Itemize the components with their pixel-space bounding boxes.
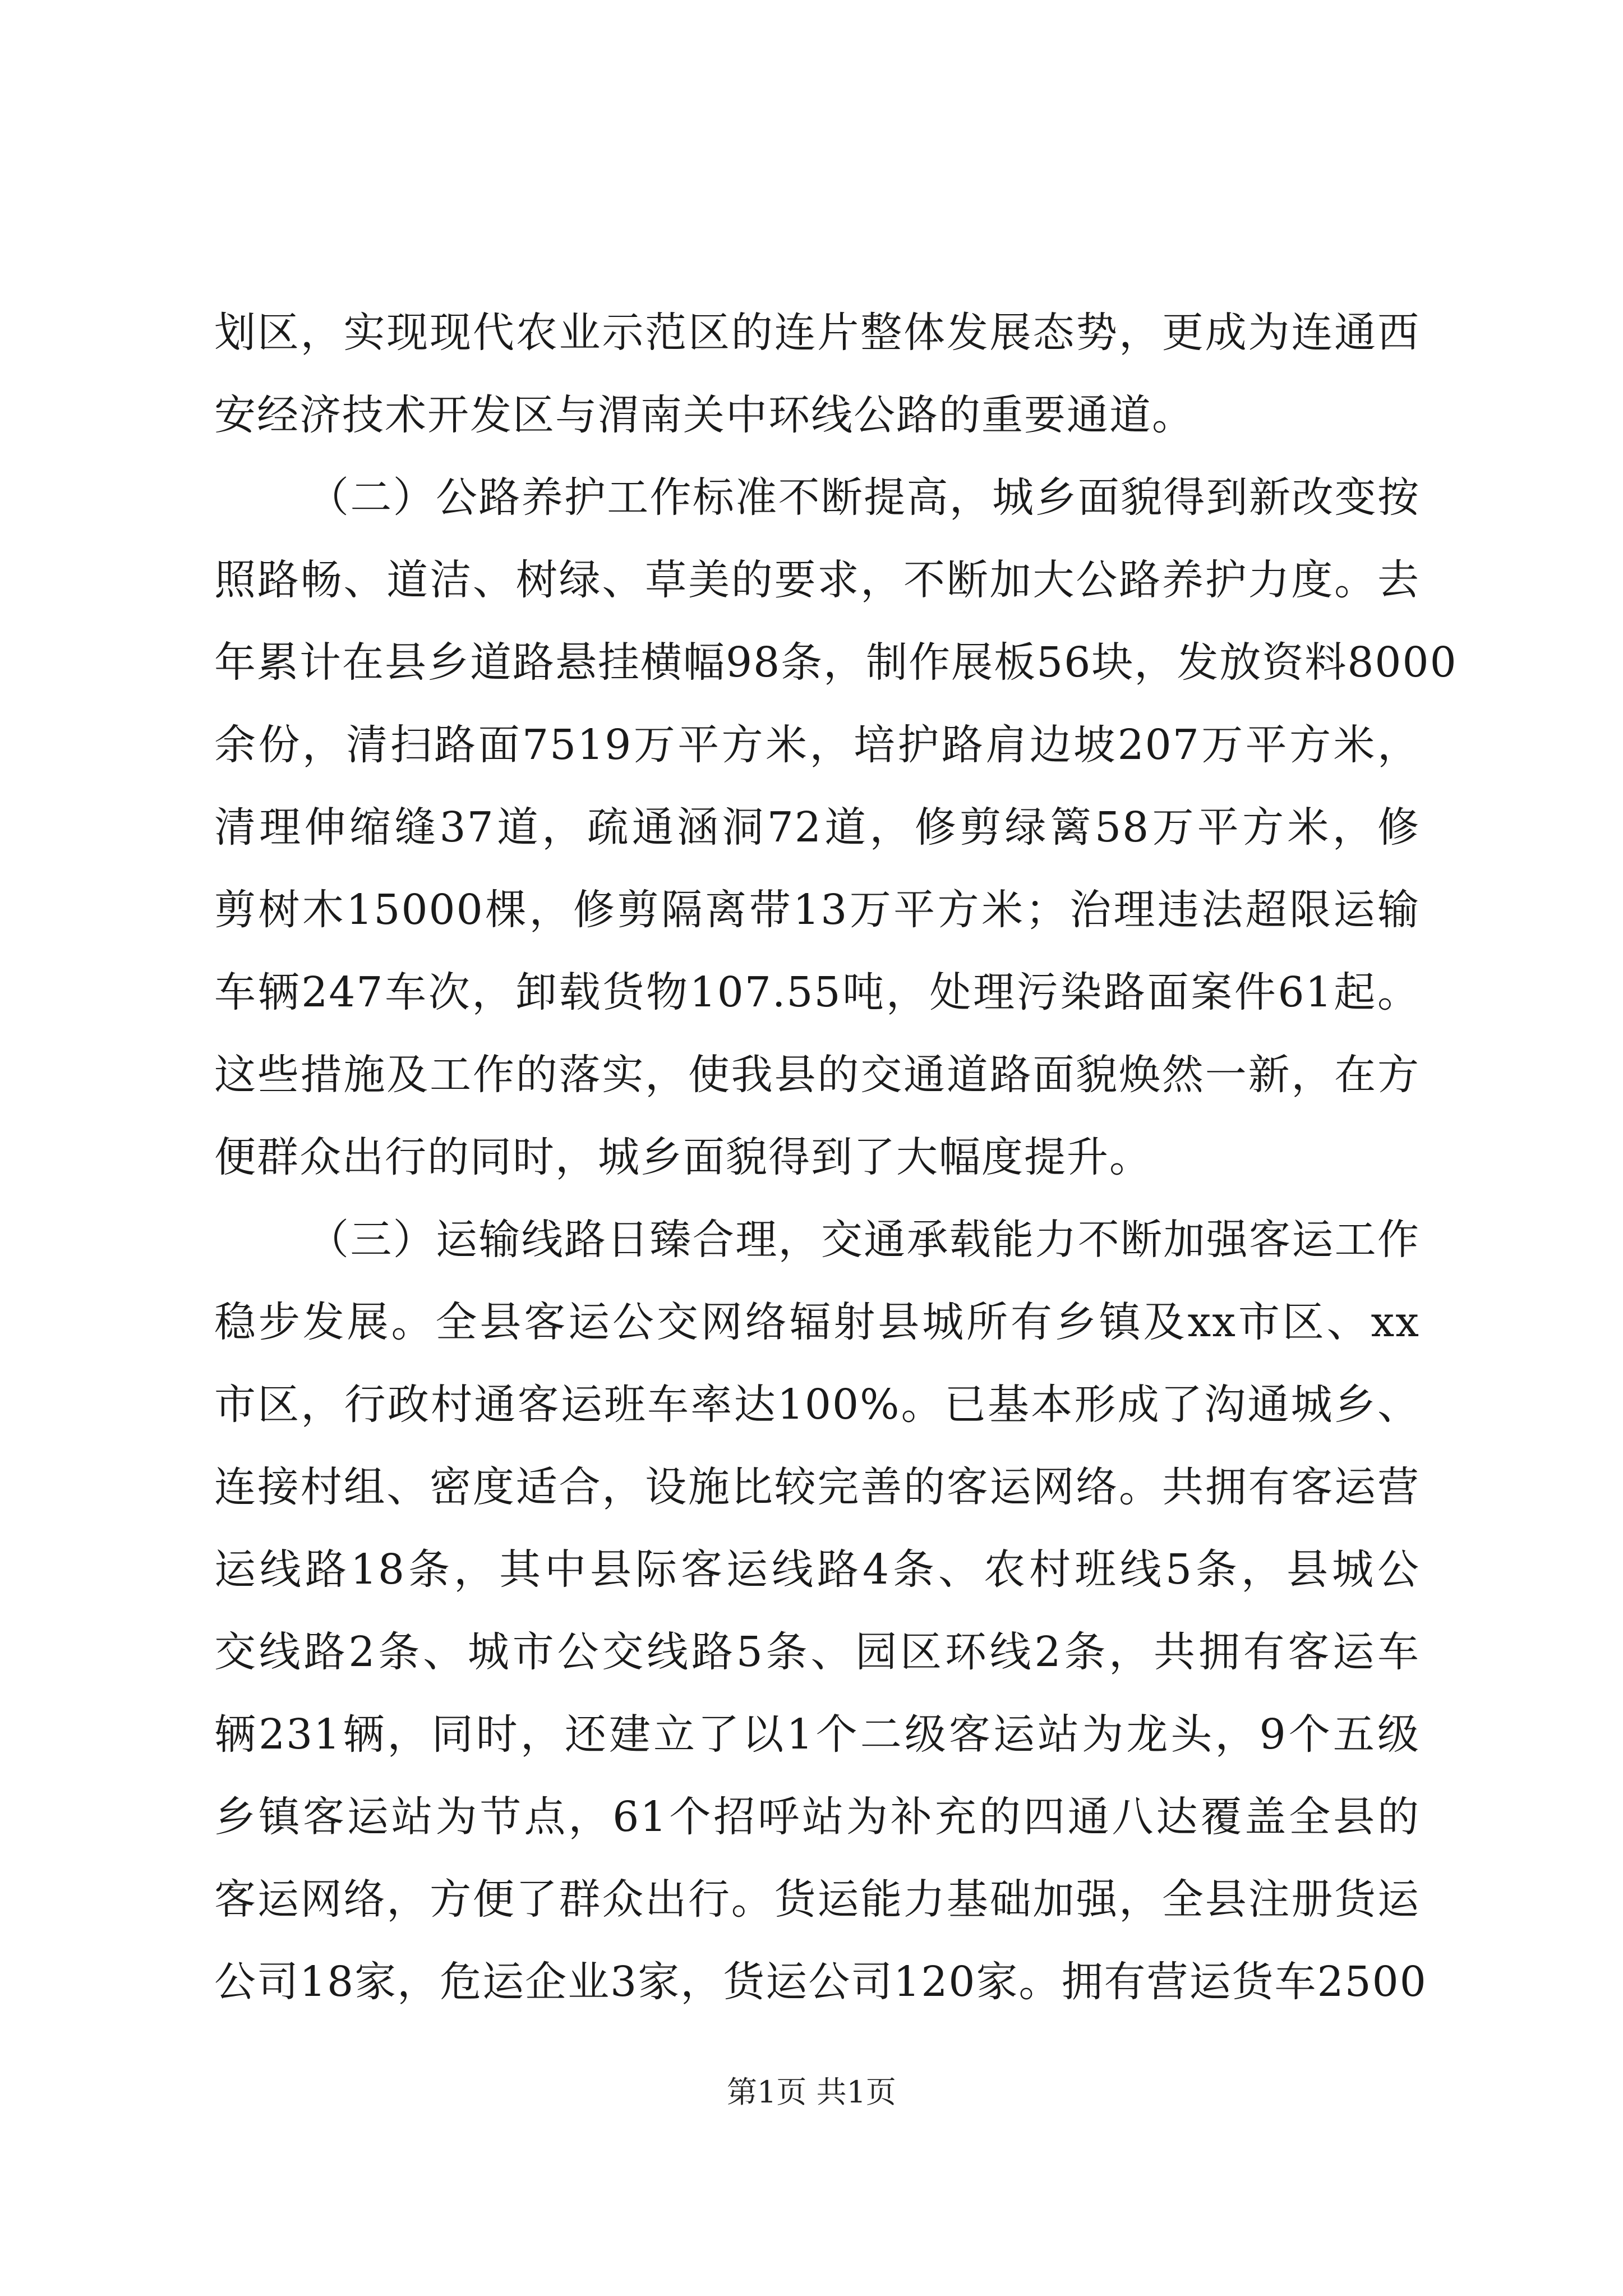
document-body (214, 292, 1458, 2023)
text-line: 清理伸缩缝37道，疏通涵洞72道，修剪绿篱58万平方米，修 (214, 803, 1420, 852)
text-line: 辆231辆，同时，还建立了以1个二级客运站为龙头，9个五级 (214, 1710, 1420, 1759)
paragraph-start-line: （三）运输线路日臻合理，交通承载能力不断加强客运工作 (307, 1216, 1420, 1264)
text-line: 交线路2条、城市公交线路5条、园区环线2条，共拥有客运车 (214, 1628, 1420, 1676)
text-line: 这些措施及工作的落实，使我县的交通道路面貌焕然一新，在方 (214, 1051, 1420, 1099)
text-line: 便群众出行的同时，城乡面貌得到了大幅度提升。 (214, 1133, 1152, 1181)
text-line: 稳步发展。全县客运公交网络辐射县城所有乡镇及xx市区、xx (214, 1298, 1420, 1346)
text-line: 连接村组、密度适合，设施比较完善的客运网络。共拥有客运营 (214, 1463, 1420, 1511)
text-line: 运线路18条，其中县际客运线路4条、农村班线5条，县城公 (214, 1545, 1420, 1594)
page-number-footer: 第1页 共1页 (727, 2074, 896, 2110)
text-line: 剪树木15000棵，修剪隔离带13万平方米；治理违法超限运输 (214, 886, 1420, 934)
text-line: 年累计在县乡道路悬挂横幅98条，制作展板56块，发放资料8000 (214, 638, 1458, 687)
text-line: 客运网络，方便了群众出行。货运能力基础加强，全县注册货运 (214, 1875, 1420, 1924)
text-line: 公司18家，危运企业3家，货运公司120家。拥有营运货车2500 (214, 1958, 1427, 2006)
text-line: 划区，实现现代农业示范区的连片整体发展态势，更成为连通西 (214, 309, 1420, 357)
text-line: 安经济技术开发区与渭南关中环线公路的重要通道。 (214, 391, 1195, 439)
paragraph-start-line: （二）公路养护工作标准不断提高，城乡面貌得到新改变按 (307, 473, 1420, 522)
text-line: 市区，行政村通客运班车率达100%。已基本形成了沟通城乡、 (214, 1381, 1420, 1429)
text-line: 照路畅、道洁、树绿、草美的要求，不断加大公路养护力度。去 (214, 556, 1420, 604)
text-line: 余份，清扫路面7519万平方米，培护路肩边坡207万平方米， (214, 721, 1420, 769)
text-line: 车辆247车次，卸载货物107.55吨，处理污染路面案件61起。 (214, 968, 1420, 1016)
text-line: 乡镇客运站为节点，61个招呼站为补充的四通八达覆盖全县的 (214, 1793, 1420, 1841)
